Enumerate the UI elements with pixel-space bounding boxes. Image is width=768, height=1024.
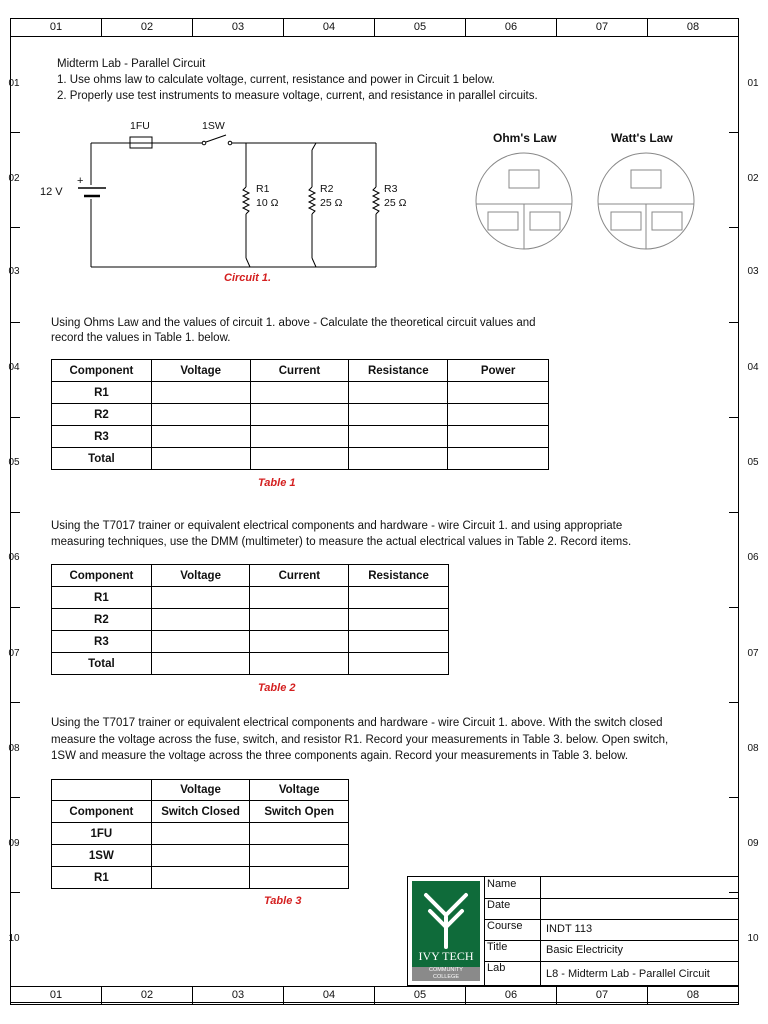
row-label: 02	[747, 173, 759, 184]
table-row	[52, 404, 549, 426]
cell[interactable]	[349, 653, 449, 675]
col-label: 08	[686, 21, 700, 33]
col-label: 08	[686, 989, 700, 1001]
row-label: R2	[52, 609, 152, 631]
col-header: Voltage	[151, 565, 250, 587]
row-label: 07	[747, 648, 759, 659]
row-divider	[729, 322, 739, 323]
cell[interactable]	[151, 587, 250, 609]
row-divider	[10, 322, 20, 323]
cell[interactable]	[250, 404, 349, 426]
col-label: 01	[11, 19, 102, 36]
logo-sub: COLLEGE	[433, 974, 459, 980]
col-label: 02	[102, 19, 193, 36]
cell[interactable]	[151, 867, 250, 889]
row-label: 02	[8, 173, 20, 184]
col-header: Current	[250, 565, 349, 587]
row-divider	[729, 607, 739, 608]
row-label: 01	[747, 78, 759, 89]
row-divider	[10, 607, 20, 608]
name-row	[485, 877, 739, 899]
cell[interactable]	[349, 448, 448, 470]
column-header-bottom	[10, 986, 739, 1005]
cell[interactable]	[349, 426, 448, 448]
table1-intro: Using Ohms Law and the values of circuit 1. above - Calculate the theoretical circuit values and	[51, 317, 536, 329]
col-header: Component	[52, 565, 152, 587]
watts-law-title: Watt's Law	[611, 131, 673, 145]
cell[interactable]	[349, 404, 448, 426]
row-divider	[729, 417, 739, 418]
col-label: 06	[466, 987, 557, 1004]
title-value: Basic Electricity	[546, 944, 624, 956]
course-value: INDT 113	[546, 923, 593, 935]
col-label: 05	[375, 19, 466, 36]
date-row	[485, 898, 739, 920]
row-label: R1	[52, 867, 152, 889]
table3-intro: Using the T7017 trainer or equivalent electrical components and hardware - wire Circuit 1. above. With the switch closed	[51, 717, 663, 729]
row-label: 10	[8, 933, 20, 944]
logo-sub: COMMUNITY	[429, 967, 463, 973]
cell[interactable]	[250, 609, 349, 631]
row-label: R3	[52, 426, 152, 448]
lab-title: Midterm Lab - Parallel Circuit	[57, 58, 206, 70]
r2-name: R2	[320, 183, 334, 195]
table3-caption: Table 3	[264, 895, 302, 907]
logo-text: IVY TECH	[418, 949, 474, 963]
col-label: 05	[375, 987, 466, 1004]
col-label: 03	[193, 987, 284, 1004]
col-header-empty	[52, 780, 152, 801]
col-header: Voltage	[151, 780, 250, 801]
cell[interactable]	[151, 426, 250, 448]
cell[interactable]	[151, 653, 250, 675]
cell[interactable]	[250, 823, 349, 845]
col-header: Component	[52, 360, 152, 382]
table-row	[52, 653, 449, 675]
cell[interactable]	[349, 587, 449, 609]
col-label: 04	[284, 19, 375, 36]
cell[interactable]	[448, 426, 549, 448]
row-label: R1	[52, 587, 152, 609]
row-label: R3	[52, 631, 152, 653]
row-divider	[10, 892, 20, 893]
table2-intro: measuring techniques, use the DMM (multimeter) to measure the actual electrical values in Table 2. Record items.	[51, 536, 632, 548]
tb-divider	[540, 898, 541, 919]
row-divider	[10, 702, 20, 703]
tb-divider	[540, 961, 541, 985]
r1-value: 10 Ω	[256, 197, 279, 209]
title-label: Title	[487, 941, 508, 953]
row-label: 10	[747, 933, 759, 944]
col-header: Resistance	[349, 565, 449, 587]
r3-value: 25 Ω	[384, 197, 407, 209]
table1-caption: Table 1	[258, 477, 296, 489]
col-header: Switch Closed	[151, 801, 250, 823]
cell[interactable]	[151, 382, 250, 404]
title-block	[407, 876, 739, 986]
row-divider	[10, 797, 20, 798]
cell[interactable]	[349, 382, 448, 404]
col-header: Voltage	[151, 360, 250, 382]
table-row	[52, 609, 449, 631]
course-label: Course	[487, 920, 523, 932]
table-row	[52, 382, 549, 404]
cell[interactable]	[250, 426, 349, 448]
r3-name: R3	[384, 183, 398, 195]
row-label: Total	[52, 448, 152, 470]
row-label: R2	[52, 404, 152, 426]
col-label: 01	[11, 987, 102, 1004]
row-label: Total	[52, 653, 152, 675]
table3-intro: measure the voltage across the fuse, switch, and resistor R1. Record your measurements in Table 3. below. Open switch,	[51, 734, 669, 746]
col-label: 04	[284, 987, 375, 1004]
row-label: 03	[8, 266, 20, 277]
row-divider	[729, 702, 739, 703]
cell[interactable]	[151, 404, 250, 426]
name-label: Name	[487, 878, 517, 890]
table1-intro: record the values in Table 1. below.	[51, 332, 231, 344]
cell[interactable]	[151, 845, 250, 867]
cell[interactable]	[349, 609, 449, 631]
table-row	[52, 823, 349, 845]
table-row	[52, 845, 349, 867]
source-label: 12 V	[40, 186, 63, 198]
row-label: 05	[747, 457, 759, 468]
row-label: 06	[747, 552, 759, 563]
lab-value: L8 - Midterm Lab - Parallel Circuit	[546, 968, 710, 980]
cell[interactable]	[250, 845, 349, 867]
row-divider	[729, 512, 739, 513]
table-row	[52, 448, 549, 470]
col-header: Current	[250, 360, 349, 382]
tb-divider	[540, 919, 541, 940]
title-row	[485, 940, 739, 962]
col-label: 03	[193, 19, 284, 36]
cell[interactable]	[151, 631, 250, 653]
row-divider	[10, 512, 20, 513]
row-label: 08	[8, 743, 20, 754]
instruction-1: 1. Use ohms law to calculate voltage, current, resistance and power in Circuit 1 below.	[57, 74, 495, 86]
row-divider	[10, 417, 20, 418]
row-label: 06	[8, 552, 20, 563]
cell[interactable]	[250, 867, 349, 889]
cell[interactable]	[250, 631, 349, 653]
fuse-label: 1FU	[130, 120, 150, 132]
course-row	[485, 919, 739, 941]
table2-intro: Using the T7017 trainer or equivalent electrical components and hardware - wire Circuit 1. and using appropriate	[51, 520, 623, 532]
cell[interactable]	[448, 382, 549, 404]
col-label: 02	[102, 987, 193, 1004]
cell[interactable]	[250, 382, 349, 404]
table-3	[51, 779, 349, 889]
row-label: 04	[8, 362, 20, 373]
table-row	[52, 587, 449, 609]
cell[interactable]	[250, 653, 349, 675]
row-label: 07	[8, 648, 20, 659]
col-header: Power	[448, 360, 549, 382]
switch-label: 1SW	[202, 120, 225, 132]
col-header: Resistance	[349, 360, 448, 382]
col-label: 07	[557, 987, 648, 1004]
table-row	[52, 631, 449, 653]
row-label: R1	[52, 382, 152, 404]
cell[interactable]	[151, 448, 250, 470]
date-label: Date	[487, 899, 511, 911]
cell[interactable]	[250, 448, 349, 470]
col-header: Component	[52, 801, 152, 823]
table-row	[52, 867, 349, 889]
col-header: Switch Open	[250, 801, 349, 823]
cell[interactable]	[448, 404, 549, 426]
row-label: 1SW	[52, 845, 152, 867]
col-header: Voltage	[250, 780, 349, 801]
row-label: 09	[747, 838, 759, 849]
cell[interactable]	[151, 823, 250, 845]
row-label: 01	[8, 78, 20, 89]
plus-sign: +	[77, 175, 84, 187]
row-label: 03	[747, 266, 759, 277]
row-label: 1FU	[52, 823, 152, 845]
tb-divider	[540, 877, 541, 898]
ivy-tech-logo	[408, 877, 485, 985]
col-label: 07	[557, 19, 648, 36]
cell[interactable]	[349, 631, 449, 653]
row-label: 04	[747, 362, 759, 373]
col-label: 06	[466, 19, 557, 36]
tb-divider	[540, 940, 541, 961]
instruction-2: 2. Properly use test instruments to measure voltage, current, and resistance in parallel circuits.	[57, 90, 538, 102]
cell[interactable]	[250, 587, 349, 609]
table-2	[51, 564, 449, 675]
table-1	[51, 359, 549, 470]
row-divider	[729, 797, 739, 798]
cell[interactable]	[151, 609, 250, 631]
table-row	[52, 426, 549, 448]
lab-row	[485, 961, 739, 985]
circuit-caption: Circuit 1.	[224, 272, 272, 284]
cell[interactable]	[448, 448, 549, 470]
row-label: 09	[8, 838, 20, 849]
row-label: 05	[8, 457, 20, 468]
law-wheels	[0, 0, 768, 300]
row-label: 08	[747, 743, 759, 754]
r2-value: 25 Ω	[320, 197, 343, 209]
r1-name: R1	[256, 183, 270, 195]
lab-label: Lab	[487, 962, 506, 974]
ohms-law-title: Ohm's Law	[493, 131, 557, 145]
table2-caption: Table 2	[258, 682, 296, 694]
table3-intro: 1SW and measure the voltage across the three components again. Record your measurements in Table 3. below.	[51, 750, 629, 762]
